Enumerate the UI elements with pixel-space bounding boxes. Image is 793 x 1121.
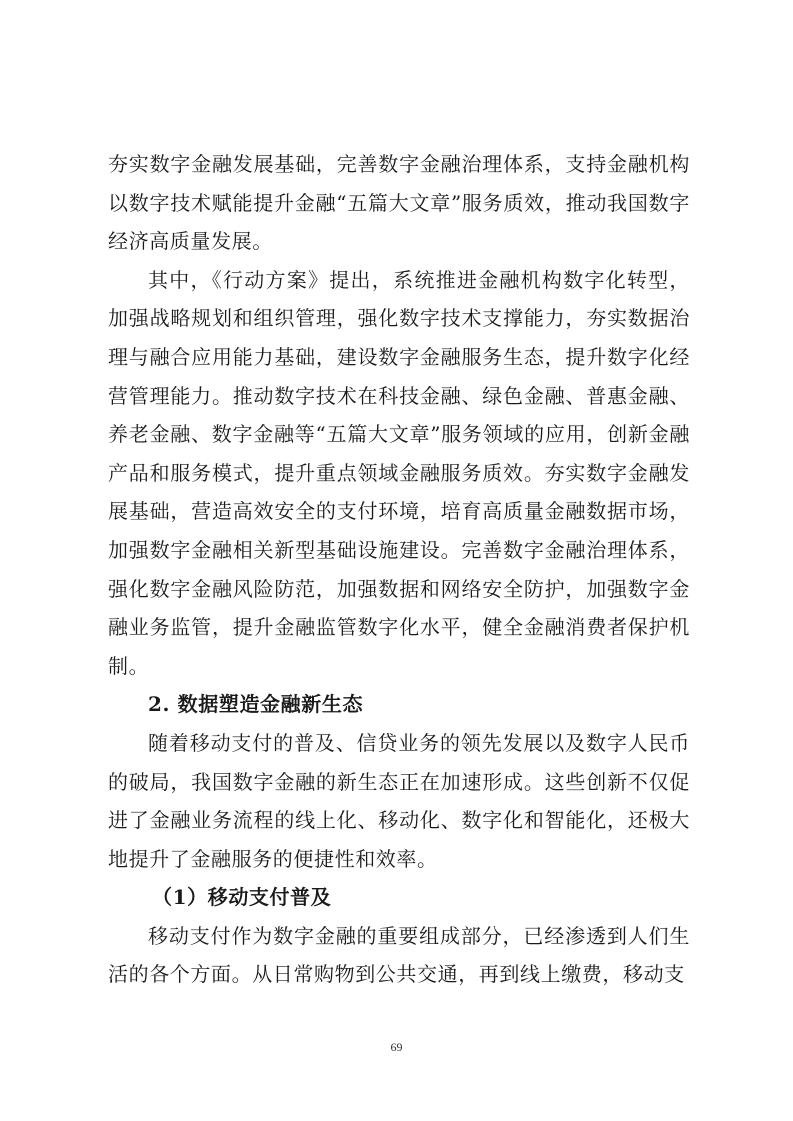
subsection-heading: （1）移动支付普及 (152, 885, 332, 910)
section-heading: 2. 数据塑造金融新生态 (148, 692, 364, 717)
paragraph-action-plan: 其中，《行动方案》提出，系统推进金融机构数字化转型，加强战略规划和组织管理，强化数字技术支撑能力，夯实数据治理与融合应用能力基础，建设数字金融服务生态，提升数字化经营管理能力。推动数字技术在科技金融、绿色金融、普惠金融、养老金融、数字金融等“五篇大文章”服务领域的应用，创新金融产品和服务模式，提升重点领域金融服务质效。夯实数字金融发展基础，营造高效安全的支付环境，培育高质量金融数据市场，加强数字金融相关新型基础设施建设。完善数字金融治理体系，强化数字金融风险防范，加强数据和网络安全防护，加强数字金融业务监管，提升金融监管数字化水平，健全金融消费者保护机制。 (108, 267, 690, 678)
paragraph-continuation: 夯实数字金融发展基础，完善数字金融治理体系，支持金融机构以数字技术赋能提升金融“五篇大文章”服务质效，推动我国数字经济高质量发展。 (108, 152, 690, 254)
paragraph-new-ecosystem: 随着移动支付的普及、信贷业务的领先发展以及数字人民币的破局，我国数字金融的新生态正在加速形成。这些创新不仅促进了金融业务流程的线上化、移动化、数字化和智能化，还极大地提升了金融服务的便捷性和效率。 (108, 730, 690, 871)
body-text (108, 145, 690, 994)
page-number: 69 (390, 1040, 403, 1054)
paragraph-mobile-payment: 移动支付作为数字金融的重要组成部分，已经渗透到人们生活的各个方面。从日常购物到公共交通，再到线上缴费，移动支 (108, 923, 690, 987)
